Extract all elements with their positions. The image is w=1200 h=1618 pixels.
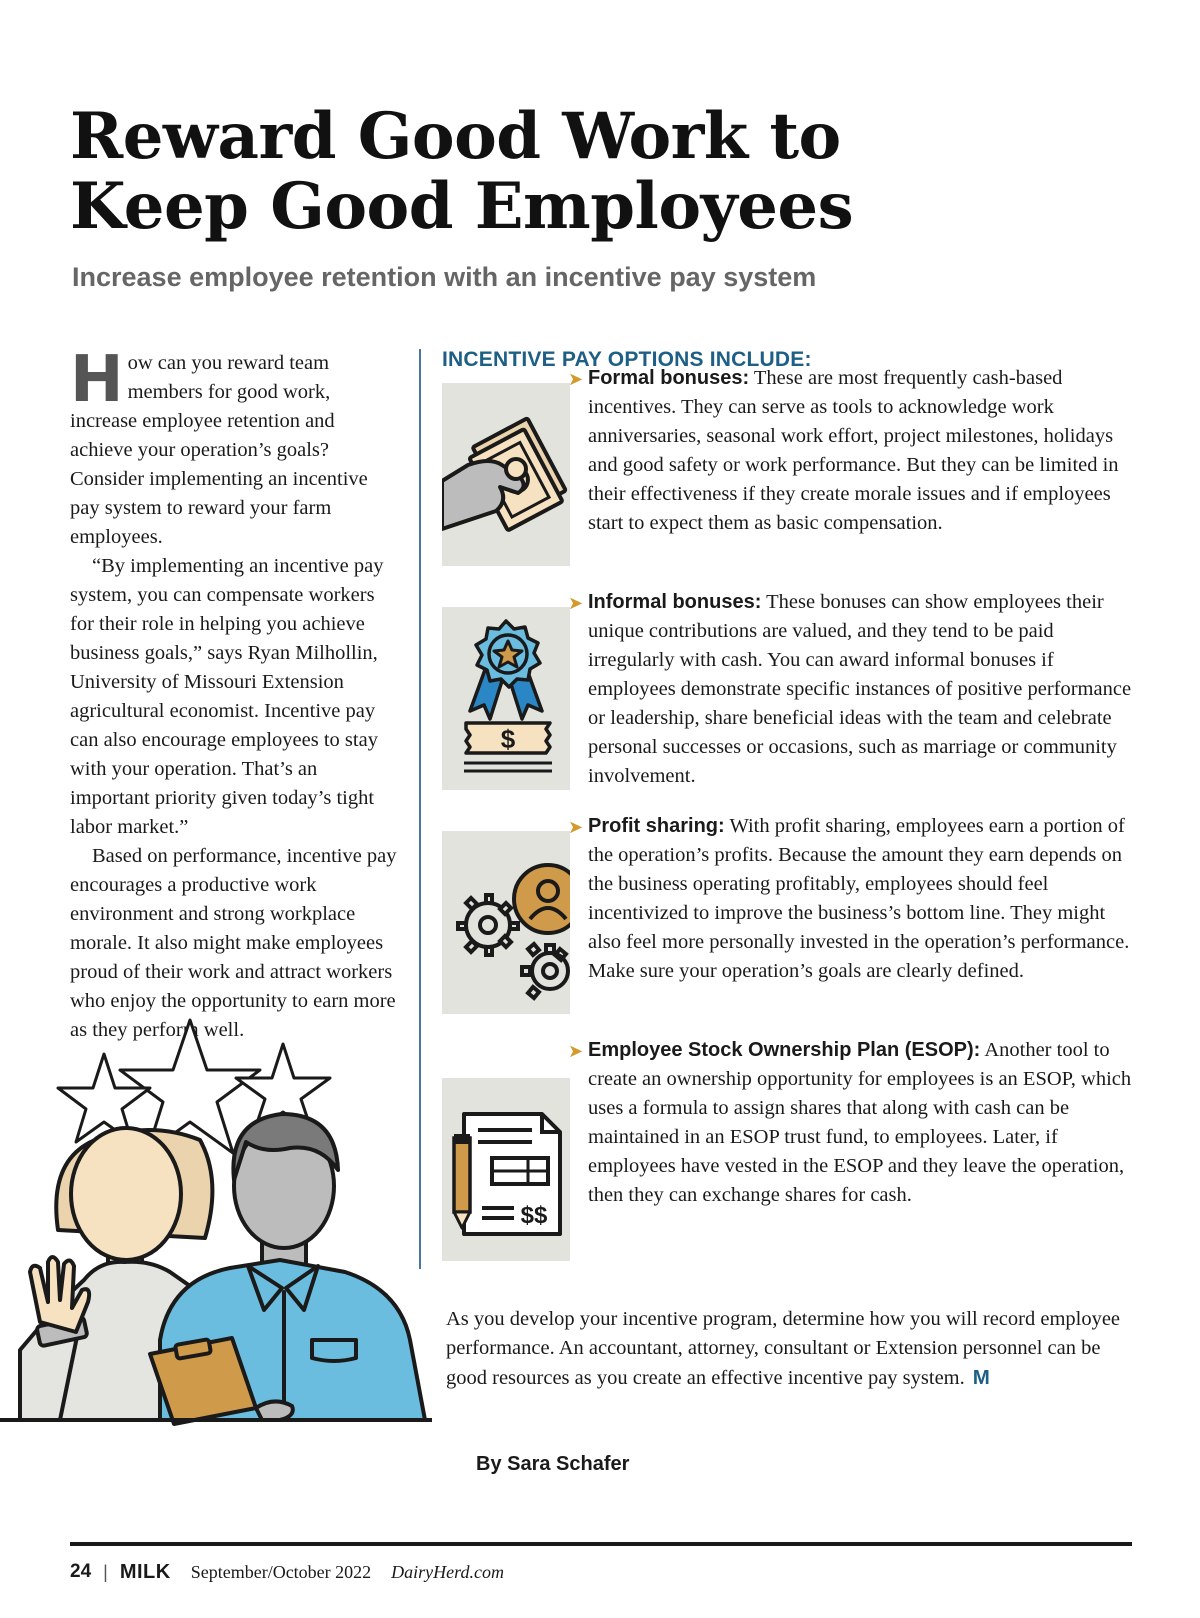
website-link[interactable]: DairyHerd.com xyxy=(391,1561,504,1582)
double-dollar-text: $$ xyxy=(520,1202,548,1229)
intro-paragraph-2: “By implementing an incentive pay system, you can compensate workers for their role in helping you achieve business goals,” says Ryan Milhollin, University of Missouri Extension agricultural economist. Incentive pay can also encourage employees to stay with your operation. That’s an important priority given today’s tight labor market.” xyxy=(70,555,384,838)
option-3-icon-box xyxy=(442,831,570,1014)
option-1-text xyxy=(588,364,1133,538)
two-employees-with-stars-icon xyxy=(0,1010,460,1480)
option-2-label: Informal bonuses: xyxy=(588,591,762,613)
option-informal-bonuses xyxy=(568,588,1133,791)
option-1-body: These are most frequently cash-based incentives. They can serve as tools to acknowledge work anniversaries, seasonal work effort, project milestones, holidays and good safety or work performance. But they can be limited in their effectiveness if they create morale issues and if employees start to expect them as basic compensation. xyxy=(588,367,1119,534)
award-ribbon-icon xyxy=(442,607,570,790)
option-1-icon-box xyxy=(442,383,570,566)
closing-paragraph xyxy=(446,1305,1136,1393)
intro-paragraph-3: Based on performance, incentive pay encourages a productive work environment and strong workplace morale. It also might make employees proud of their work and attract workers who enjoy the opportunity to earn more as they perform well. xyxy=(70,845,397,1041)
option-2-icon-box xyxy=(442,607,570,790)
end-mark: M xyxy=(972,1366,990,1389)
magazine-logo: MILK xyxy=(119,1560,171,1583)
arrow-bullet-icon: ➤ xyxy=(568,369,584,390)
option-3-text xyxy=(588,812,1133,986)
article-title xyxy=(70,99,854,244)
option-3-body: With profit sharing, employees earn a portion of the operation’s profits. Because the amount they earn depends on the business operating profitably, employees should feel incentivized to improve the business’s bottom line. They might also feel more personally invested in the operation’s performance. Make sure your operation’s goals are clearly defined. xyxy=(588,815,1130,982)
title-line-1: Reward Good Work to xyxy=(70,99,841,174)
footer-separator: | xyxy=(103,1561,108,1582)
option-2-text xyxy=(588,588,1133,791)
arrow-bullet-icon: ➤ xyxy=(568,593,584,614)
byline: By Sara Schafer xyxy=(476,1453,630,1475)
closing-body: As you develop your incentive program, determine how you will record employee performance. An accountant, attorney, consultant or Extension personnel can be good resources as you create an effective incentive pay system. xyxy=(446,1308,1121,1389)
option-4-label: Employee Stock Ownership Plan (ESOP): xyxy=(588,1039,981,1061)
option-4-body: Another tool to create an ownership opportunity for employees is an ESOP, which uses a formula to assign shares that along with cash can be maintained in an ESOP trust fund, to employees. Later, if employees have vested in the ESOP and they leave the operation, then they can exchange shares for cash. xyxy=(588,1039,1132,1206)
option-4-icon-box xyxy=(442,1078,570,1261)
gears-person-icon xyxy=(442,831,570,1014)
document-pen-icon xyxy=(442,1078,570,1261)
option-4-text xyxy=(588,1036,1133,1210)
article-subtitle: Increase employee retention with an incentive pay system xyxy=(72,262,817,292)
option-esop xyxy=(568,1036,1133,1210)
issue-date: September/October 2022 xyxy=(190,1561,372,1582)
option-profit-sharing xyxy=(568,812,1133,986)
option-3-label: Profit sharing: xyxy=(588,815,725,837)
drop-cap: H xyxy=(70,343,124,417)
option-1-label: Formal bonuses: xyxy=(588,367,750,389)
option-formal-bonuses xyxy=(568,364,1133,538)
intro-paragraph-1 xyxy=(70,343,398,552)
page-number: 24 xyxy=(70,1561,92,1582)
page-footer xyxy=(70,1557,504,1587)
arrow-bullet-icon: ➤ xyxy=(568,817,584,838)
intro-paragraph-1-text: ow can you reward team members for good work, increase employee retention and achieve your operation’s goals? Consider implementing an incentive pay system to reward your farm employees. xyxy=(70,352,368,548)
arrow-bullet-icon: ➤ xyxy=(568,1041,584,1062)
option-2-body: These bonuses can show employees their unique contributions are valued, and they tend to be paid irregularly with cash. You can award informal bonuses if employees demonstrate specific instances of positive performance or leadership, share beneficial ideas with the team and celebrate personal successes or occasions, such as marriage or community involvement. xyxy=(588,591,1132,787)
intro-column xyxy=(70,343,398,1045)
closing-text xyxy=(446,1305,1136,1393)
options-heading: INCENTIVE PAY OPTIONS INCLUDE: xyxy=(442,348,812,371)
footer-rule xyxy=(70,1542,1132,1546)
title-line-2: Keep Good Employees xyxy=(70,169,854,244)
dollar-sign-text: $ xyxy=(500,724,516,754)
cash-in-hand-icon xyxy=(442,383,570,566)
